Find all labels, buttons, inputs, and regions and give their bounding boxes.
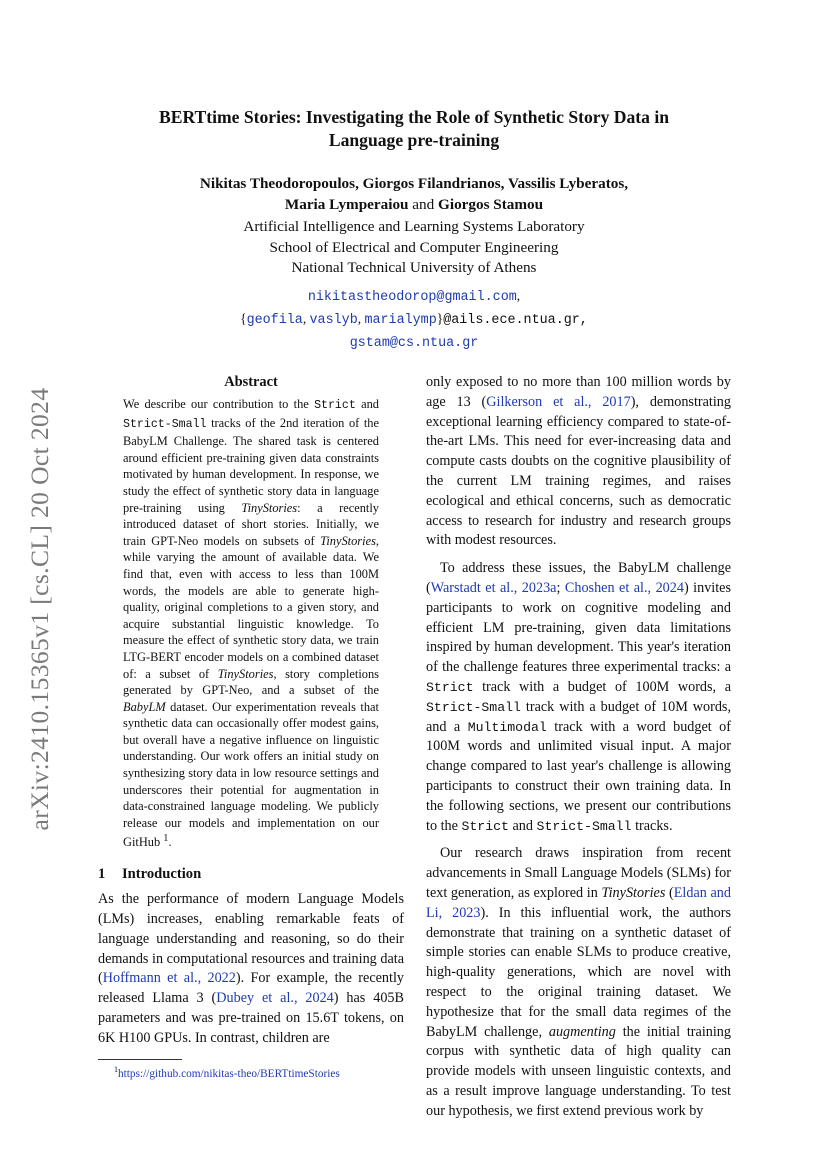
email-user-vaslyb[interactable]: vaslyb xyxy=(309,313,358,328)
footnote xyxy=(114,1062,340,1082)
email-block xyxy=(80,285,748,354)
body-text: Our research draws inspiration from recent advancements in Small Language Models (SLMs) for text generation, as explored in xyxy=(426,845,731,901)
code-strict-small: Strict-Small xyxy=(426,699,521,715)
email-comma-b: , xyxy=(357,311,365,326)
abstract-text: : a recently introduced dataset of short stories. Initially, we train GPT-Neo models on subsets of xyxy=(123,500,379,548)
body-text: the initial training corpus with synthetic data of high quality can provide models with unseen linguistic contexts, and as a result improve language understanding. To test our hypothesis, we first extend previous work by xyxy=(426,1023,731,1119)
affiliation xyxy=(80,217,748,279)
body-text: ) invites participants to work on cognitive modeling and efficient LM pre-training, given data limitations inspired by human development. This year's iteration of the challenge features three experimental tracks: a xyxy=(426,579,731,676)
email-link-1[interactable]: nikitastheodorop@gmail.com xyxy=(307,290,517,305)
body-text: ). In this influential work, the authors demonstrate that training on a synthetic dataset of simple stories can enable SLMs to produce creative, high-quality generations, which are novel with respect to the original training dataset. We hypothesize that for the small data regimes of the BabyLM challenge, xyxy=(426,904,731,1040)
email-comma-a: , xyxy=(302,311,310,326)
email-link-3[interactable]: gstam@cs.ntua.gr xyxy=(349,336,479,351)
body-text: ). For example, the recently released Llama 3 ( xyxy=(98,970,404,1007)
body-text: As the performance of modern Language Models (LMs) increases, enabling remarkable feats of language understanding and reasoning, so do their demands in computational resources and training data ( xyxy=(98,891,404,987)
email-user-marialymp[interactable]: marialymp xyxy=(364,313,437,328)
author-lymperaiou: Maria Lymperaiou xyxy=(284,196,409,213)
code-strict-small: Strict-Small xyxy=(536,818,632,834)
footnote-rule xyxy=(98,1059,182,1060)
body-text: tracks. xyxy=(631,817,673,834)
citation-link[interactable]: Choshen et al., 2024 xyxy=(564,579,684,596)
dataset-name: BabyLM xyxy=(123,699,166,714)
intro-paragraph-1 xyxy=(98,890,404,1048)
section-title: Introduction xyxy=(122,866,202,883)
code-strict-small: Strict-Small xyxy=(123,417,207,431)
authors-line-1: Nikitas Theodoropoulos, Giorgos Filandrianos, Vassilis Lyberatos, xyxy=(199,175,629,192)
right-paragraph-1 xyxy=(426,373,731,551)
abstract-text: dataset. Our experimentation reveals that synthetic data can occasionally offer modest gains, but overall have a negative influence on linguistic understanding. Our work offers an initial study on synthesizing story data in low resource settings and underscores their potential for augmentation in data-constrained language modeling. We publicly release our models and implementation on our GitHub xyxy=(123,699,379,850)
abstract-text: , while varying the amount of available data. We find that, even with access to less than 100M words, the models are able to generate high-quality, original completions to a given story, and acquire substantial linguistic knowledge. To measure the effect of synthetic story data, we train LTG-BERT encoder models on a combined dataset of: a subset of xyxy=(123,533,379,681)
abstract-text: . xyxy=(168,835,172,850)
email-domain-ails: @ails.ece.ntua.gr, xyxy=(443,313,588,328)
dataset-name: TinyStories xyxy=(217,666,274,681)
paper-title xyxy=(80,106,748,152)
abstract-text: tracks of the 2nd iteration of the BabyLM Challenge. The shared task is centered around efficient pre-training given data constraints motivated by human development. In response, we study the effect of synthetic story data in language pre-training using xyxy=(123,415,379,515)
body-text: track with a word budget of 100M words and unlimited visual input. A major change compared to last year's challenge is allowing participants to construct their own training data. In the following sections, we present our contributions to the xyxy=(426,718,731,834)
abstract-body xyxy=(123,396,379,851)
right-paragraph-3 xyxy=(426,844,731,1121)
code-strict: Strict xyxy=(426,679,474,695)
citation-link[interactable]: Eldan and Li, 2023 xyxy=(426,884,731,921)
body-text: only exposed to no more than 100 million words by age 13 ( xyxy=(426,374,731,410)
body-text: and xyxy=(508,817,537,834)
body-text: ; xyxy=(556,579,565,596)
right-column xyxy=(426,373,731,1121)
email-sep: , xyxy=(516,288,521,303)
email-brace-close: } xyxy=(436,311,444,326)
arxiv-sidebar xyxy=(22,364,58,854)
dataset-name: TinyStories xyxy=(320,533,376,548)
citation-link[interactable]: Dubey et al., 2024 xyxy=(216,990,334,1007)
affiliation-university: National Technical University of Athens xyxy=(291,259,537,276)
dataset-name: TinyStories xyxy=(241,500,298,515)
body-text: track with a budget of 100M words, a xyxy=(473,678,731,695)
body-text: To address these issues, the BabyLM challenge ( xyxy=(426,560,731,596)
arxiv-identifier: arXiv:2410.15365v1 [cs.CL] 20 Oct 2024 xyxy=(25,387,54,831)
code-strict: Strict xyxy=(461,818,509,834)
author-stamou: Giorgos Stamou xyxy=(438,196,544,213)
abstract-heading: Abstract xyxy=(224,374,278,390)
right-paragraph-2 xyxy=(426,559,731,836)
footnote-number: 1 xyxy=(114,1065,118,1074)
email-user-geofila[interactable]: geofila xyxy=(246,313,303,328)
email-brace-open: { xyxy=(240,311,247,326)
body-text: ( xyxy=(665,884,674,901)
affiliation-school: School of Electrical and Computer Engineering xyxy=(269,238,559,256)
section-heading-introduction xyxy=(98,864,404,884)
left-column xyxy=(98,372,404,1049)
citation-link[interactable]: Gilkerson et al., 2017 xyxy=(486,393,631,410)
section-number: 1 xyxy=(98,866,106,883)
author-list xyxy=(80,173,748,215)
title-line-1: BERTtime Stories: Investigating the Role of Synthetic Story Data in xyxy=(158,107,670,127)
github-link[interactable]: https://github.com/nikitas-theo/BERTtimeStories xyxy=(118,1067,340,1080)
citation-link[interactable]: Hoffmann et al., 2022 xyxy=(102,970,236,987)
abstract-text: , story completions generated by GPT-Neo, and a subset of the xyxy=(123,666,379,698)
abstract-text: We describe our contribution to the xyxy=(123,397,315,411)
dataset-name: TinyStories xyxy=(601,884,666,901)
body-text: track with a budget of 10M words, and a xyxy=(426,698,731,735)
code-multimodal: Multimodal xyxy=(467,719,547,735)
title-line-2: Language pre-training xyxy=(328,130,500,150)
affiliation-lab: Artificial Intelligence and Learning Systems Laboratory xyxy=(243,218,585,235)
body-text: ) has 405B parameters and was pre-trained on 15.6T tokens, on 6K H100 GPUs. In contrast, children are xyxy=(98,990,404,1046)
authors-and: and xyxy=(412,196,435,213)
body-text: ), demonstrating exceptional learning efficiency compared to state-of-the-art LMs. This need for ever-increasing data and compute casts doubts on the cognitive plausibility of the current LM training regimes, and raises ecological and ethical concerns, such as democratic access to research for industry and research groups with modest resources. xyxy=(426,393,731,549)
footnote-marker[interactable]: 1 xyxy=(163,833,169,845)
abstract-text: and xyxy=(355,397,379,411)
emphasis-augmenting: augmenting xyxy=(548,1023,616,1040)
citation-link[interactable]: Warstadt et al., 2023a xyxy=(430,579,557,596)
code-strict: Strict xyxy=(314,399,356,412)
